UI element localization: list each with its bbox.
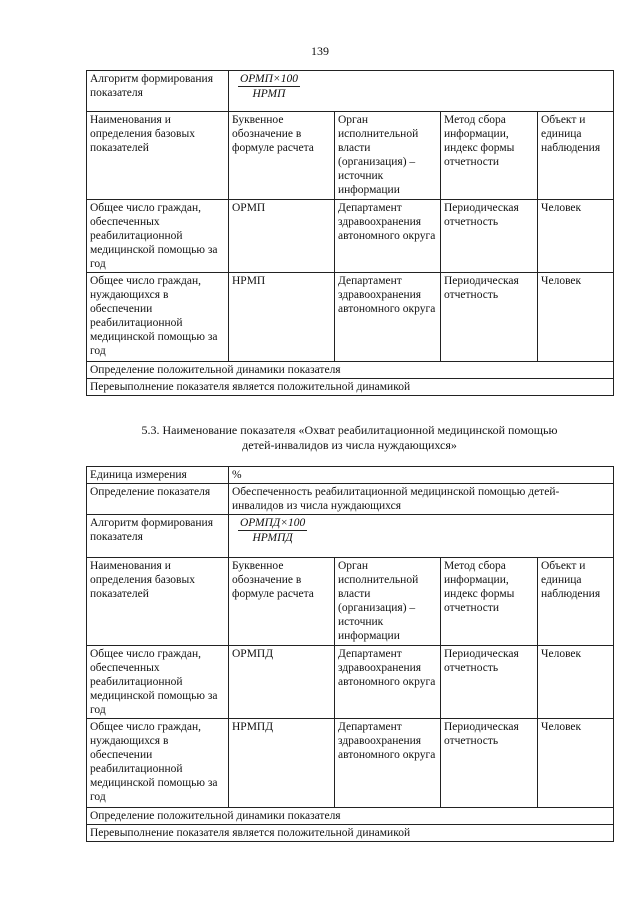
- row-cell: НРМП: [229, 273, 335, 362]
- header-cell: Метод сбора информации, индекс формы отчетности: [441, 558, 538, 646]
- row-cell: Человек: [538, 646, 614, 719]
- row-cell: Периодическая отчетность: [441, 719, 538, 808]
- header-cell: Орган исполнительной власти (организация) – источник информации: [335, 558, 441, 646]
- row-cell: Общее число граждан, обеспеченных реабилитационной медицинской помощью за год: [87, 200, 229, 273]
- header-cell: Буквенное обозначение в формуле расчета: [229, 112, 335, 200]
- definition-value: Обеспеченность реабилитационной медицинской помощью детей-инвалидов из числа нуждающихся: [229, 484, 614, 515]
- table-row: [87, 273, 614, 362]
- positive-dynamics-text: Определение положительной динамики показателя: [87, 808, 614, 825]
- table-header-row: [87, 112, 614, 200]
- row-cell: Периодическая отчетность: [441, 273, 538, 362]
- algorithm-label: Алгоритм формирования показателя: [87, 71, 229, 112]
- header-cell: Метод сбора информации, индекс формы отчетности: [441, 112, 538, 200]
- header-cell: Наименования и определения базовых показателей: [87, 558, 229, 646]
- table-row: [87, 646, 614, 719]
- row-cell: Общее число граждан, нуждающихся в обеспечении реабилитационной медицинской помощью за год: [87, 273, 229, 362]
- unit-value: %: [229, 467, 614, 484]
- row-cell: Департамент здравоохранения автономного округа: [335, 719, 441, 808]
- row-cell: Департамент здравоохранения автономного округа: [335, 200, 441, 273]
- header-cell: Объект и единица наблюдения: [538, 558, 614, 646]
- positive-dynamics-row: [87, 808, 614, 825]
- row-cell: Департамент здравоохранения автономного округа: [335, 273, 441, 362]
- row-cell: ОРМПД: [229, 646, 335, 719]
- row-cell: НРМПД: [229, 719, 335, 808]
- formula-fraction: [238, 516, 307, 545]
- row-cell: Департамент здравоохранения автономного округа: [335, 646, 441, 719]
- row-cell: Периодическая отчетность: [441, 646, 538, 719]
- unit-label: Единица измерения: [87, 467, 229, 484]
- formula-fraction: [238, 72, 300, 101]
- formula-numerator: ОРМП×100: [240, 73, 298, 85]
- header-cell: Объект и единица наблюдения: [538, 112, 614, 200]
- overfulfillment-text: Перевыполнение показателя является положительной динамикой: [87, 379, 614, 396]
- row-cell: ОРМП: [229, 200, 335, 273]
- formula-denominator: НРМПД: [252, 532, 293, 544]
- algorithm-formula: [229, 71, 614, 112]
- indicator-table-1: [86, 70, 614, 396]
- overfulfillment-row: [87, 825, 614, 842]
- positive-dynamics-text: Определение положительной динамики показателя: [87, 362, 614, 379]
- algorithm-row: [87, 515, 614, 558]
- overfulfillment-text: Перевыполнение показателя является положительной динамикой: [87, 825, 614, 842]
- row-cell: Периодическая отчетность: [441, 200, 538, 273]
- algorithm-row: [87, 71, 614, 112]
- definition-row: [87, 484, 614, 515]
- definition-label: Определение показателя: [87, 484, 229, 515]
- formula-denominator: НРМП: [252, 88, 286, 100]
- section-heading-line: детей-инвалидов из числа нуждающихся»: [242, 438, 457, 452]
- row-cell: Общее число граждан, обеспеченных реабилитационной медицинской помощью за год: [87, 646, 229, 719]
- table-header-row: [87, 558, 614, 646]
- row-cell: Человек: [538, 273, 614, 362]
- section-heading-line: 5.3. Наименование показателя «Охват реабилитационной медицинской помощью: [141, 423, 558, 437]
- header-cell: Орган исполнительной власти (организация) – источник информации: [335, 112, 441, 200]
- formula-numerator: ОРМПД×100: [240, 517, 306, 529]
- row-cell: Общее число граждан, нуждающихся в обеспечении реабилитационной медицинской помощью за год: [87, 719, 229, 808]
- table-row: [87, 719, 614, 808]
- positive-dynamics-row: [87, 362, 614, 379]
- row-cell: Человек: [538, 719, 614, 808]
- header-cell: Наименования и определения базовых показателей: [87, 112, 229, 200]
- row-cell: Человек: [538, 200, 614, 273]
- section-heading: [86, 423, 613, 453]
- algorithm-label: Алгоритм формирования показателя: [87, 515, 229, 558]
- indicator-table-2: [86, 466, 614, 842]
- unit-row: [87, 467, 614, 484]
- table-row: [87, 200, 614, 273]
- algorithm-formula: [229, 515, 614, 558]
- page-number: 139: [311, 44, 329, 58]
- overfulfillment-row: [87, 379, 614, 396]
- header-cell: Буквенное обозначение в формуле расчета: [229, 558, 335, 646]
